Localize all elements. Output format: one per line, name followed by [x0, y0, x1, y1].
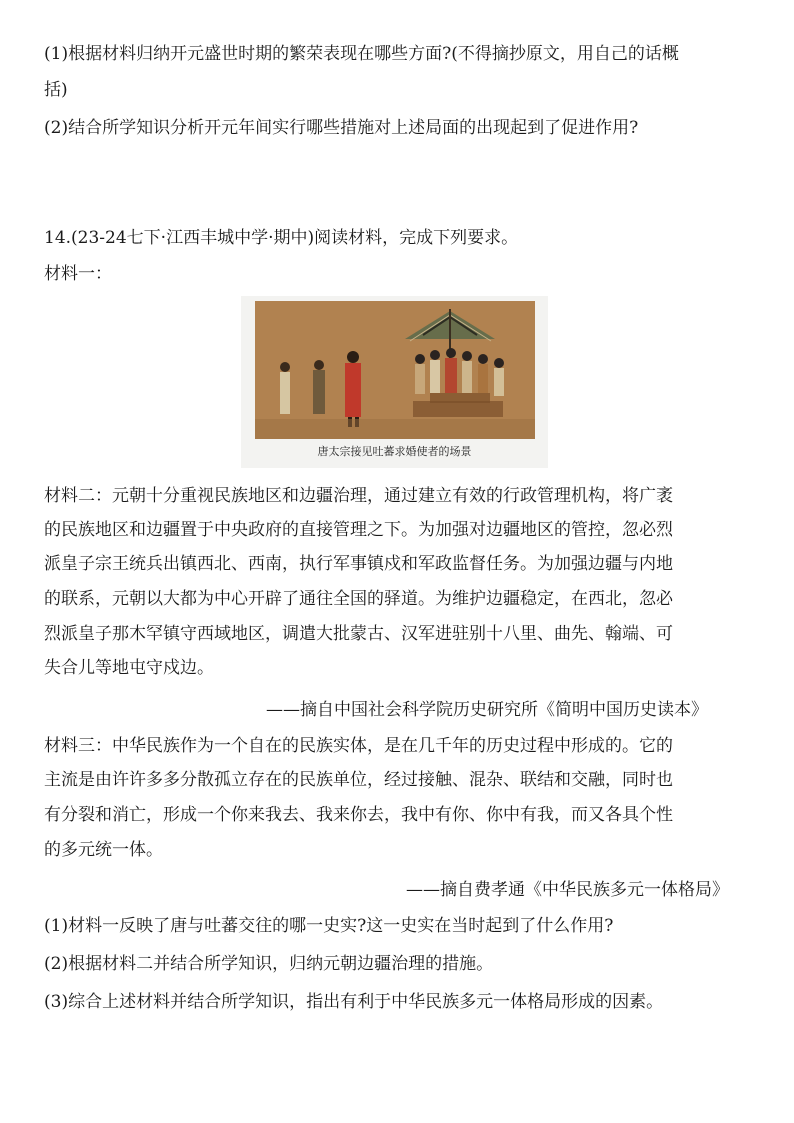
material-2-line-3: 派皇子宗王统兵出镇西北、西南，执行军事镇戍和军政监督任务。为加强边疆与内地: [44, 554, 673, 574]
material-3-line-4: 的多元统一体。: [44, 840, 163, 860]
problem-14-header: 14.(23-24七下·江西丰城中学·期中)阅读材料，完成下列要求。: [44, 228, 519, 248]
q13-question-1-line-1: (1)根据材料归纳开元盛世时期的繁荣表现在哪些方面?(不得摘抄原文，用自己的话概: [44, 44, 679, 64]
tang-taizong-painting: [255, 301, 535, 439]
material-3-line-2: 主流是由许许多多分散孤立存在的民族单位，经过接触、混杂、联结和交融，同时也: [44, 770, 673, 790]
q14-question-1: (1)材料一反映了唐与吐蕃交往的哪一史实?这一史实在当时起到了什么作用?: [44, 916, 614, 936]
q14-question-3: (3)综合上述材料并结合所学知识，指出有利于中华民族多元一体格局形成的因素。: [44, 992, 664, 1012]
material-3-line-3: 有分裂和消亡，形成一个你来我去、我来你去，我中有你、你中有我，而又各具个性: [44, 805, 673, 825]
q13-question-2: (2)结合所学知识分析开元年间实行哪些措施对上述局面的出现起到了促进作用?: [44, 118, 639, 138]
material-2-line-6: 失合儿等地屯守戍边。: [44, 658, 214, 678]
q13-question-1-line-2: 括): [44, 80, 68, 100]
material-1-label: 材料一：: [44, 264, 112, 284]
material-2-line-2: 的民族地区和边疆置于中央政府的直接管理之下。为加强对边疆地区的管控，忽必烈: [44, 520, 673, 540]
material-3-line-1: 材料三：中华民族作为一个自在的民族实体，是在几千年的历史过程中形成的。它的: [44, 736, 673, 756]
material-2-source: ——摘自中国社会科学院历史研究所《简明中国历史读本》: [266, 700, 708, 720]
material-2-line-1: 材料二：元朝十分重视民族地区和边疆治理，通过建立有效的行政管理机构，将广袤: [44, 486, 673, 506]
figure-caption: 唐太宗接见吐蕃求婚使者的场景: [317, 445, 472, 458]
material-2-line-5: 烈派皇子那木罕镇守西域地区，调遣大批蒙古、汉军进驻别十八里、曲先、翰端、可: [44, 624, 673, 644]
material-1-figure: [241, 296, 548, 468]
material-2-line-4: 的联系，元朝以大都为中心开辟了通往全国的驿道。为维护边疆稳定，在西北，忽必: [44, 589, 673, 609]
material-3-source: ——摘自费孝通《中华民族多元一体格局》: [406, 880, 729, 900]
q14-question-2: (2)根据材料二并结合所学知识，归纳元朝边疆治理的措施。: [44, 954, 494, 974]
